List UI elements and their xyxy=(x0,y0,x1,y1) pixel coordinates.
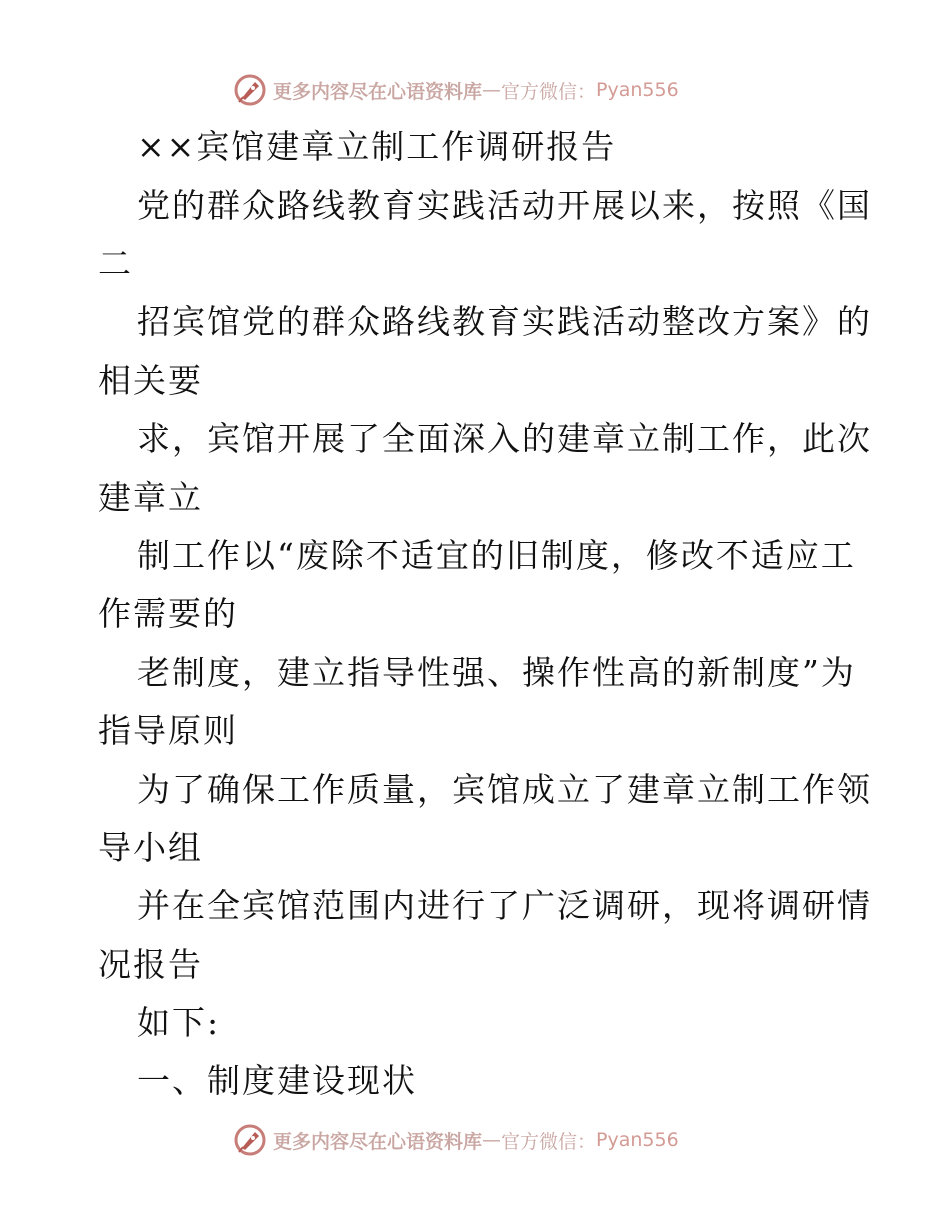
text-line: 党的群众路线教育实践活动开展以来，按照《国 xyxy=(137,186,872,225)
text-line: 招宾馆党的群众路线教育实践活动整改方案》的 xyxy=(137,302,872,341)
text-line: 求，宾馆开展了全面深入的建章立制工作，此次 xyxy=(137,419,872,458)
section-heading: 一、制度建设现状 xyxy=(137,1061,417,1100)
watermark-label: 官方微信： xyxy=(501,80,597,103)
text-line: 为了确保工作质量，宾馆成立了建章立制工作领 xyxy=(137,770,872,809)
watermark-id: Pyan556 xyxy=(596,79,679,101)
document-title: ××宾馆建章立制工作调研报告 xyxy=(137,127,617,166)
watermark-separator: — xyxy=(482,79,502,101)
text-line: 况报告 xyxy=(98,945,203,984)
watermark-text: 更多内容尽在心语资料库 xyxy=(273,80,483,103)
text-line: 如下: xyxy=(137,1003,221,1042)
pen-nib-logo-icon xyxy=(233,1123,267,1157)
text-line: 并在全宾馆范围内进行了广泛调研，现将调研情 xyxy=(137,886,872,925)
text-line: 建章立 xyxy=(98,478,203,517)
text-line: 导小组 xyxy=(98,828,203,867)
watermark-separator: — xyxy=(482,1129,502,1151)
watermark-text: 更多内容尽在心语资料库 xyxy=(273,1130,483,1153)
text-line: 指导原则 xyxy=(98,711,238,750)
footer-watermark xyxy=(233,1123,679,1157)
watermark-id: Pyan556 xyxy=(596,1129,679,1151)
text-line: 制工作以“废除不适宜的旧制度，修改不适应工 xyxy=(137,536,856,575)
watermark-label: 官方微信： xyxy=(501,1130,597,1153)
pen-nib-logo-icon xyxy=(233,73,267,107)
text-line: 作需要的 xyxy=(98,594,238,633)
text-line: 相关要 xyxy=(98,361,203,400)
text-line: 老制度，建立指导性强、操作性高的新制度”为 xyxy=(137,653,856,692)
text-line: 二 xyxy=(98,244,133,283)
header-watermark xyxy=(233,73,679,107)
